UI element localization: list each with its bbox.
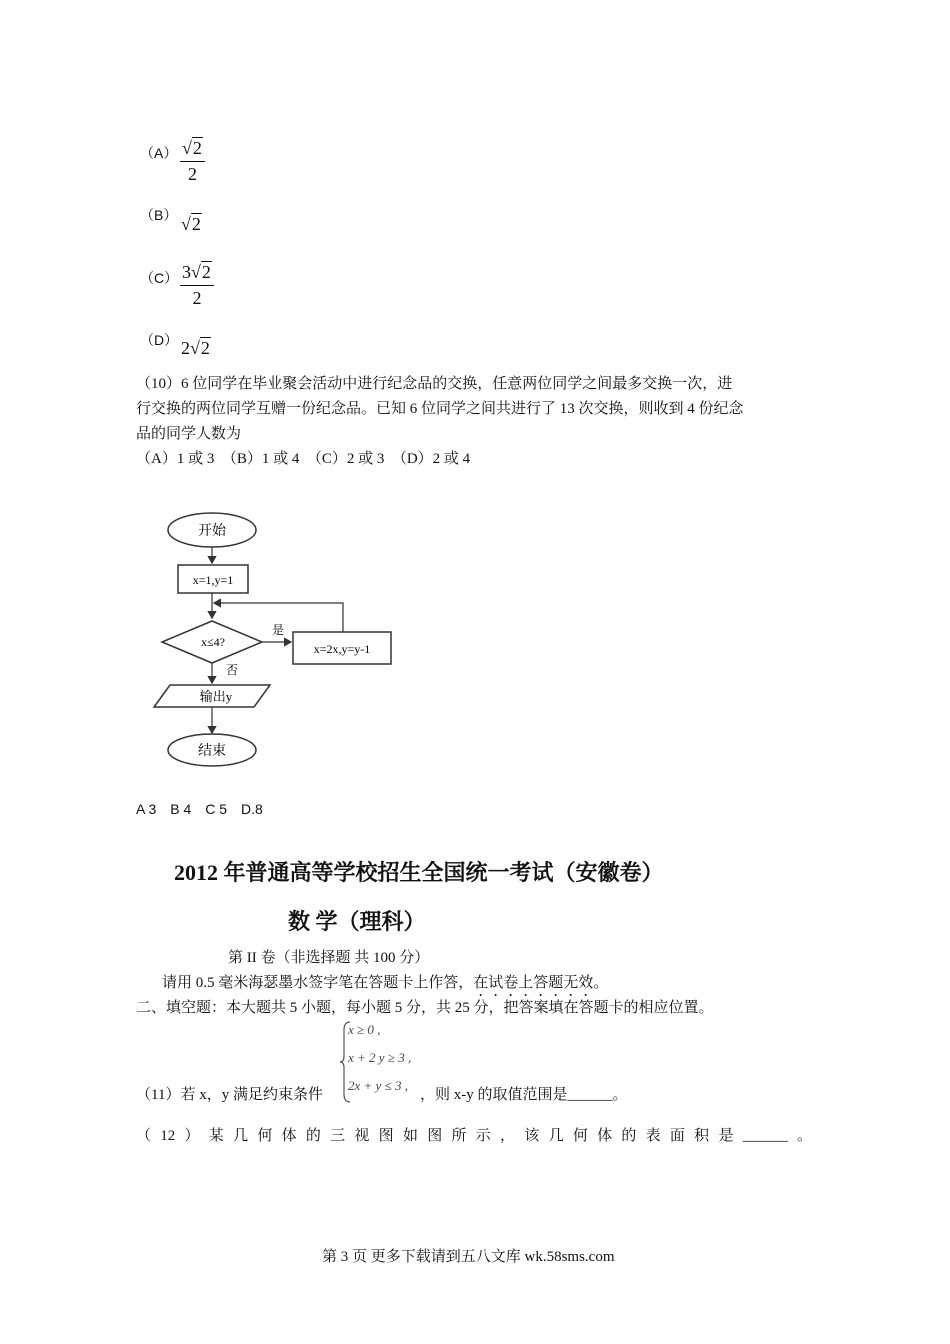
option-b-math: √2 (181, 214, 201, 234)
q11-text-pre: （11）若 x，y 满足约束条件 (136, 1087, 323, 1103)
instruction-text: 请用 0.5 毫米海瑟墨水签字笔在答题卡上作答， (162, 975, 474, 991)
question-10 (136, 372, 816, 472)
constraint-1: x ≥ 0 , (348, 1022, 381, 1037)
q10-line-3: 品的同学人数为 (136, 426, 242, 442)
flow-start-text: 开始 (198, 524, 226, 539)
q10-choices: （A）1 或 3 （B）1 或 4 （C）2 或 3 （D）2 或 4 (136, 451, 471, 467)
flowchart (150, 505, 410, 775)
option-b-label: （B） (140, 207, 178, 223)
exam-subject: 数 学（理科） (288, 909, 426, 934)
q9-choices: A 3 B 4 C 5 D.8 (136, 801, 263, 817)
q10-line-2: 行交换的两位同学互赠一份纪念品。已知 6 位同学之间共进行了 13 次交换，则收到 4 份纪念 (136, 401, 744, 417)
instruction-emphasis: 在试卷上答题无效 (473, 975, 594, 991)
option-d-label: （D） (140, 332, 179, 348)
flow-condition-text: x≤4? (201, 635, 225, 649)
section-heading: 二、填空题：本大题共 5 小题，每小题 5 分，共 25 分，把答案填在答题卡的相应位置。 (136, 1000, 714, 1016)
q10-line-1: （10）6 位同学在毕业聚会活动中进行纪念品的交换，任意两位同学之间最多交换一次，进 (136, 376, 733, 392)
constraint-system (340, 1020, 430, 1104)
flow-init-text: x=1,y=1 (192, 573, 234, 587)
option-d-math: 2√2 (181, 338, 210, 358)
exam-volume: 第 II 卷（非选择题 共 100 分） (228, 950, 430, 966)
q11-text-post: ，则 x-y 的取值范围是______。 (420, 1087, 628, 1103)
option-a-math: $\frac{√2}{2}$ (180, 138, 205, 185)
flow-process-text: x=2x,y=y-1 (313, 642, 371, 656)
option-c-label: （C） (140, 270, 179, 286)
instruction-end: 。 (593, 975, 609, 991)
flow-yes-label: 是 (272, 623, 285, 637)
page-footer: 第 3 页 更多下载请到五八文库 wk.58sms.com (322, 1249, 615, 1265)
constraint-3: 2x + y ≤ 3 , (348, 1078, 408, 1093)
exam-title: 2012 年普通高等学校招生全国统一考试（安徽卷） (174, 860, 664, 885)
flow-no-label: 否 (226, 663, 239, 677)
question-12: （12）某几何体的三视图如图所示，该几何体的表面积是______。 (136, 1128, 812, 1144)
flow-output-text: 输出y (199, 689, 233, 704)
option-c-math: $\frac{3√2}{2}$ (180, 262, 214, 309)
option-a-label: （A） (140, 145, 178, 161)
constraint-2: x + 2 y ≥ 3 , (348, 1050, 412, 1065)
flow-end-text: 结束 (198, 744, 226, 759)
